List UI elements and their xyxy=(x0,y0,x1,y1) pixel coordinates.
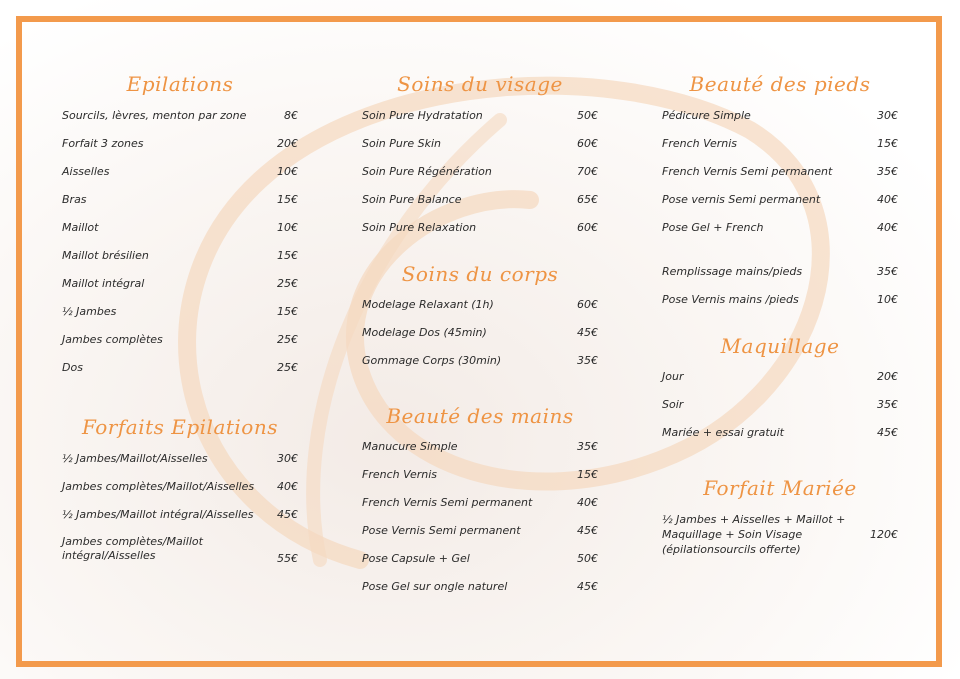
section-beaute-mains: Beauté des mains Manucure Simple 35€ French Vernis 15€ French Vernis Semi permanent 40€ Pose Vernis Semi permanent 45€ Pose Capsule + Gel 50€ Pose Gel sur ongle naturel 45€ xyxy=(362,404,598,593)
section-title: Forfaits Epilations xyxy=(81,415,278,439)
section-title: Beauté des pieds xyxy=(689,72,871,96)
section-soins-visage: Soins du visage Soin Pure Hydratation 50€ Soin Pure Skin 60€ Soin Pure Régénération 70€ Soin Pure Balance 65€ Soin Pure Relaxation 60€ xyxy=(362,72,598,234)
list-item: ½ Jambes + Aisselles + Maillot + Maquillage + Soin Visage (épilationsourcils offerte) 120€ xyxy=(662,513,898,556)
section-title: Soins du corps xyxy=(401,262,559,286)
section-forfaits-epilations: Forfaits Epilations ½ Jambes/Maillot/Aisselles 30€ Jambes complètes/Maillot/Aisselles 40€ ½ Jambes/Maillot intégral/Aisselles 45€ Jambes complètes/Maillot intégral/Aisselles 55€ xyxy=(62,415,298,565)
section-soins-corps: Soins du corps Modelage Relaxant (1h) 60€ Modelage Dos (45min) 45€ Gommage Corps (30min) 35€ xyxy=(362,262,598,367)
section-epilations: Epilations Sourcils, lèvres, menton par zone 8€ Forfait 3 zones 20€ Aisselles 10€ Bras 15€ Maillot 10€ Maillot brésilien 15€ Maillot intégral 25€ ½ Jambes 15€ Jambes complètes 25€ Dos 25€ xyxy=(62,72,298,374)
section-forfait-mariee xyxy=(662,476,898,566)
section-beaute-pieds: Beauté des pieds Pédicure Simple 30€ French Vernis 15€ French Vernis Semi permanent 35€ Pose vernis Semi permanent 40€ Pose Gel + French 40€ Remplissage mains/pieds 35€ Pose Vernis mains /pieds 10€ xyxy=(662,72,898,306)
list-item: Jambes complètes/Maillot intégral/Aisselles 55€ xyxy=(62,535,298,565)
section-maquillage: Maquillage Jour 20€ Soir 35€ Mariée + essai gratuit 45€ xyxy=(662,334,898,439)
section-title: Beauté des mains xyxy=(386,404,574,428)
section-title: Maquillage xyxy=(720,334,840,358)
section-title: Epilations xyxy=(126,72,234,96)
section-title: Forfait Mariée xyxy=(703,476,857,500)
section-title: Soins du visage xyxy=(397,72,563,96)
